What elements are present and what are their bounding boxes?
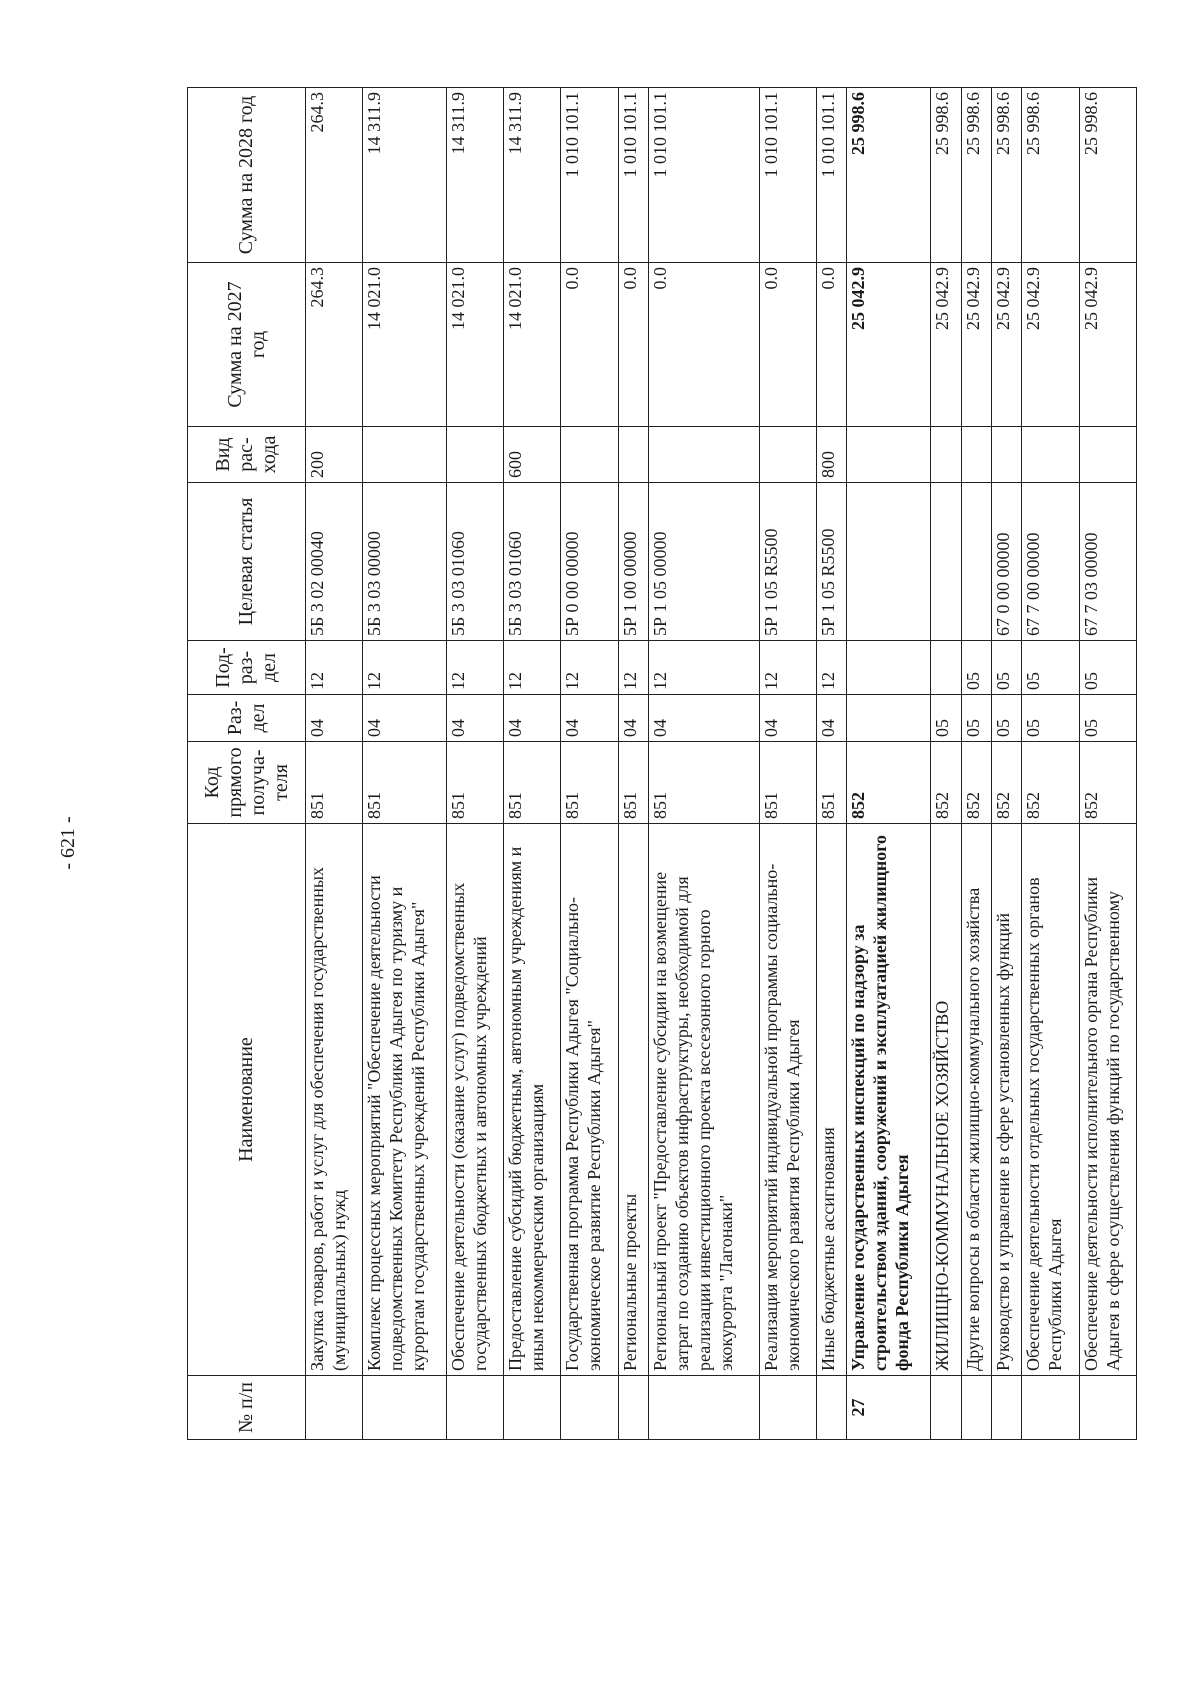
- cell-expense-type: [961, 427, 991, 483]
- cell-name: Государственная программа Республики Адыгея "Социально-экономическое развитие Республики Адыгея": [561, 824, 618, 1376]
- cell-expense-type: [759, 427, 816, 483]
- cell-name: ЖИЛИЩНО-КОММУНАЛЬНОЕ ХОЗЯЙСТВО: [931, 824, 961, 1376]
- cell-sum-2027: 14 021.0: [363, 263, 447, 427]
- cell-podrazdel: 12: [649, 641, 760, 695]
- cell-name: Региональный проект "Предоставление субсидии на возмещение затрат по созданию объектов инфраструктуры, необходимой для реализации инвестиционного проекта всесезонного горного экокурорта "Лагонаки": [649, 824, 760, 1376]
- cell-expense-type: 600: [504, 427, 561, 483]
- cell-target-article: 5Р 1 05 R5500: [759, 483, 816, 641]
- cell-target-article: 67 7 00 00000: [1022, 483, 1079, 641]
- cell-target-article: 5Б 3 03 01060: [504, 483, 561, 641]
- table-row: [561, 88, 618, 1440]
- cell-sum-2028: 25 998.6: [847, 88, 931, 263]
- cell-num: [1079, 1376, 1136, 1440]
- table-body: [306, 88, 1137, 1440]
- cell-sum-2027: 25 042.9: [961, 263, 991, 427]
- cell-podrazdel: 12: [504, 641, 561, 695]
- cell-expense-type: [992, 427, 1022, 483]
- cell-grbs: 852: [1079, 742, 1136, 824]
- cell-sum-2027: 0.0: [816, 263, 846, 427]
- cell-name: Управление государственных инспекций по надзору за строительством зданий, сооружений и эксплуатацией жилищного фонда Республики Адыгея: [847, 824, 931, 1376]
- cell-sum-2028: 25 998.6: [992, 88, 1022, 263]
- cell-target-article: 5Р 0 00 00000: [561, 483, 618, 641]
- cell-num: [561, 1376, 618, 1440]
- cell-razdel: 04: [816, 695, 846, 742]
- cell-grbs: 851: [363, 742, 447, 824]
- cell-razdel: 04: [618, 695, 648, 742]
- cell-podrazdel: [847, 641, 931, 695]
- cell-sum-2027: 25 042.9: [992, 263, 1022, 427]
- cell-grbs: 852: [961, 742, 991, 824]
- cell-target-article: 5Б 3 03 01060: [447, 483, 504, 641]
- cell-sum-2028: 25 998.6: [1022, 88, 1079, 263]
- table-row: [447, 88, 504, 1440]
- cell-sum-2027: 25 042.9: [847, 263, 931, 427]
- cell-podrazdel: 05: [992, 641, 1022, 695]
- cell-sum-2027: 0.0: [759, 263, 816, 427]
- cell-sum-2028: 25 998.6: [1079, 88, 1136, 263]
- cell-podrazdel: 05: [1079, 641, 1136, 695]
- cell-razdel: 04: [759, 695, 816, 742]
- cell-grbs: 851: [649, 742, 760, 824]
- cell-name: Обеспечение деятельности (оказание услуг) подведомственных государственных бюджетных и автономных учреждений: [447, 824, 504, 1376]
- cell-sum-2028: 25 998.6: [931, 88, 961, 263]
- cell-expense-type: 200: [306, 427, 363, 483]
- cell-target-article: 67 7 03 00000: [1079, 483, 1136, 641]
- table-row: [961, 88, 991, 1440]
- cell-sum-2028: 264.3: [306, 88, 363, 263]
- cell-razdel: 04: [649, 695, 760, 742]
- cell-target-article: [961, 483, 991, 641]
- cell-sum-2028: 1 010 101.1: [618, 88, 648, 263]
- cell-podrazdel: 12: [447, 641, 504, 695]
- header-sum-2028: Сумма на 2028 год: [188, 88, 306, 263]
- cell-name: Иные бюджетные ассигнования: [816, 824, 846, 1376]
- cell-sum-2028: 14 311.9: [447, 88, 504, 263]
- cell-num: [618, 1376, 648, 1440]
- table-row: [363, 88, 447, 1440]
- cell-razdel: [847, 695, 931, 742]
- cell-razdel: 04: [363, 695, 447, 742]
- cell-podrazdel: 05: [1022, 641, 1079, 695]
- page-number: - 621 -: [57, 816, 79, 870]
- header-grbs: Код прямого получа-теля: [188, 742, 306, 824]
- cell-podrazdel: 12: [759, 641, 816, 695]
- cell-target-article: 67 0 00 00000: [992, 483, 1022, 641]
- cell-target-article: [931, 483, 961, 641]
- cell-target-article: 5Р 1 05 00000: [649, 483, 760, 641]
- cell-num: [816, 1376, 846, 1440]
- table-row: [306, 88, 363, 1440]
- cell-sum-2028: 1 010 101.1: [561, 88, 618, 263]
- cell-expense-type: [931, 427, 961, 483]
- cell-sum-2027: 0.0: [649, 263, 760, 427]
- table-row: [992, 88, 1022, 1440]
- cell-razdel: 05: [992, 695, 1022, 742]
- cell-grbs: 851: [447, 742, 504, 824]
- cell-sum-2027: 14 021.0: [447, 263, 504, 427]
- cell-sum-2028: 1 010 101.1: [759, 88, 816, 263]
- header-expense-type: Вид рас-хода: [188, 427, 306, 483]
- cell-num: [1022, 1376, 1079, 1440]
- cell-grbs: 851: [306, 742, 363, 824]
- cell-num: [447, 1376, 504, 1440]
- cell-num: [649, 1376, 760, 1440]
- header-razdel: Раз-дел: [188, 695, 306, 742]
- cell-sum-2027: 14 021.0: [504, 263, 561, 427]
- cell-grbs: 852: [931, 742, 961, 824]
- header-name: Наименование: [188, 824, 306, 1376]
- cell-expense-type: [1022, 427, 1079, 483]
- cell-podrazdel: 12: [618, 641, 648, 695]
- table-header-row: [188, 88, 306, 1440]
- cell-num: [306, 1376, 363, 1440]
- cell-expense-type: [363, 427, 447, 483]
- cell-grbs: 851: [561, 742, 618, 824]
- table-row: [504, 88, 561, 1440]
- cell-expense-type: 800: [816, 427, 846, 483]
- cell-expense-type: [447, 427, 504, 483]
- header-sum-2027: Сумма на 2027 год: [188, 263, 306, 427]
- cell-razdel: 04: [504, 695, 561, 742]
- header-podrazdel: Под-раз-дел: [188, 641, 306, 695]
- cell-podrazdel: 12: [306, 641, 363, 695]
- cell-razdel: 05: [1022, 695, 1079, 742]
- cell-expense-type: [847, 427, 931, 483]
- cell-name: Реализация мероприятий индивидуальной программы социально-экономического развития Республики Адыгея: [759, 824, 816, 1376]
- cell-target-article: 5Б 3 02 00040: [306, 483, 363, 641]
- cell-grbs: 851: [816, 742, 846, 824]
- cell-sum-2028: 14 311.9: [504, 88, 561, 263]
- cell-razdel: 05: [931, 695, 961, 742]
- cell-sum-2027: 0.0: [618, 263, 648, 427]
- cell-expense-type: [561, 427, 618, 483]
- table-row: [931, 88, 961, 1440]
- cell-razdel: 05: [1079, 695, 1136, 742]
- cell-grbs: 852: [992, 742, 1022, 824]
- cell-num: [992, 1376, 1022, 1440]
- cell-razdel: 04: [447, 695, 504, 742]
- cell-target-article: 5Р 1 00 00000: [618, 483, 648, 641]
- cell-razdel: 05: [961, 695, 991, 742]
- cell-sum-2027: 25 042.9: [1022, 263, 1079, 427]
- cell-sum-2027: 264.3: [306, 263, 363, 427]
- cell-grbs: 851: [504, 742, 561, 824]
- cell-razdel: 04: [561, 695, 618, 742]
- cell-podrazdel: 05: [961, 641, 991, 695]
- cell-sum-2027: 25 042.9: [931, 263, 961, 427]
- cell-razdel: 04: [306, 695, 363, 742]
- cell-podrazdel: 12: [561, 641, 618, 695]
- table-row: [618, 88, 648, 1440]
- cell-sum-2028: 25 998.6: [961, 88, 991, 263]
- cell-name: Другие вопросы в области жилищно-коммунального хозяйства: [961, 824, 991, 1376]
- cell-sum-2028: 1 010 101.1: [816, 88, 846, 263]
- cell-expense-type: [1079, 427, 1136, 483]
- cell-name: Комплекс процессных мероприятий "Обеспечение деятельности подведомственных Комитету Республики Адыгея по туризму и курортам государственных учреждений Республики Адыгея": [363, 824, 447, 1376]
- cell-num: [759, 1376, 816, 1440]
- cell-name: Руководство и управление в сфере установленных функций: [992, 824, 1022, 1376]
- header-num: № п/п: [188, 1376, 306, 1440]
- cell-grbs: 851: [759, 742, 816, 824]
- cell-num: [931, 1376, 961, 1440]
- table-row: [847, 88, 931, 1440]
- cell-name: Предоставление субсидий бюджетным, автономным учреждениям и иным некоммерческим организациям: [504, 824, 561, 1376]
- table-row: [816, 88, 846, 1440]
- cell-num: 27: [847, 1376, 931, 1440]
- table-row: [649, 88, 760, 1440]
- cell-grbs: 852: [1022, 742, 1079, 824]
- cell-podrazdel: [931, 641, 961, 695]
- table-row: [1079, 88, 1136, 1440]
- cell-target-article: [847, 483, 931, 641]
- table-row: [759, 88, 816, 1440]
- cell-name: Обеспечение деятельности отдельных государственных органов Республики Адыгея: [1022, 824, 1079, 1376]
- cell-expense-type: [618, 427, 648, 483]
- cell-target-article: 5Б 3 03 00000: [363, 483, 447, 641]
- cell-num: [961, 1376, 991, 1440]
- cell-podrazdel: 12: [816, 641, 846, 695]
- cell-podrazdel: 12: [363, 641, 447, 695]
- cell-name: Обеспечение деятельности исполнительного органа Республики Адыгея в сфере осуществления функций по государственному: [1079, 824, 1136, 1376]
- cell-num: [504, 1376, 561, 1440]
- table-row: [1022, 88, 1079, 1440]
- cell-grbs: 852: [847, 742, 931, 824]
- cell-num: [363, 1376, 447, 1440]
- cell-target-article: 5Р 1 05 R5500: [816, 483, 846, 641]
- budget-table: [187, 87, 1137, 1440]
- cell-name: Закупка товаров, работ и услуг для обеспечения государственных (муниципальных) нужд: [306, 824, 363, 1376]
- cell-sum-2027: 25 042.9: [1079, 263, 1136, 427]
- cell-sum-2027: 0.0: [561, 263, 618, 427]
- rotated-table-container: [187, 88, 1137, 1440]
- cell-sum-2028: 14 311.9: [363, 88, 447, 263]
- header-target-article: Целевая статья: [188, 483, 306, 641]
- cell-sum-2028: 1 010 101.1: [649, 88, 760, 263]
- cell-grbs: 851: [618, 742, 648, 824]
- cell-expense-type: [649, 427, 760, 483]
- cell-name: Региональные проекты: [618, 824, 648, 1376]
